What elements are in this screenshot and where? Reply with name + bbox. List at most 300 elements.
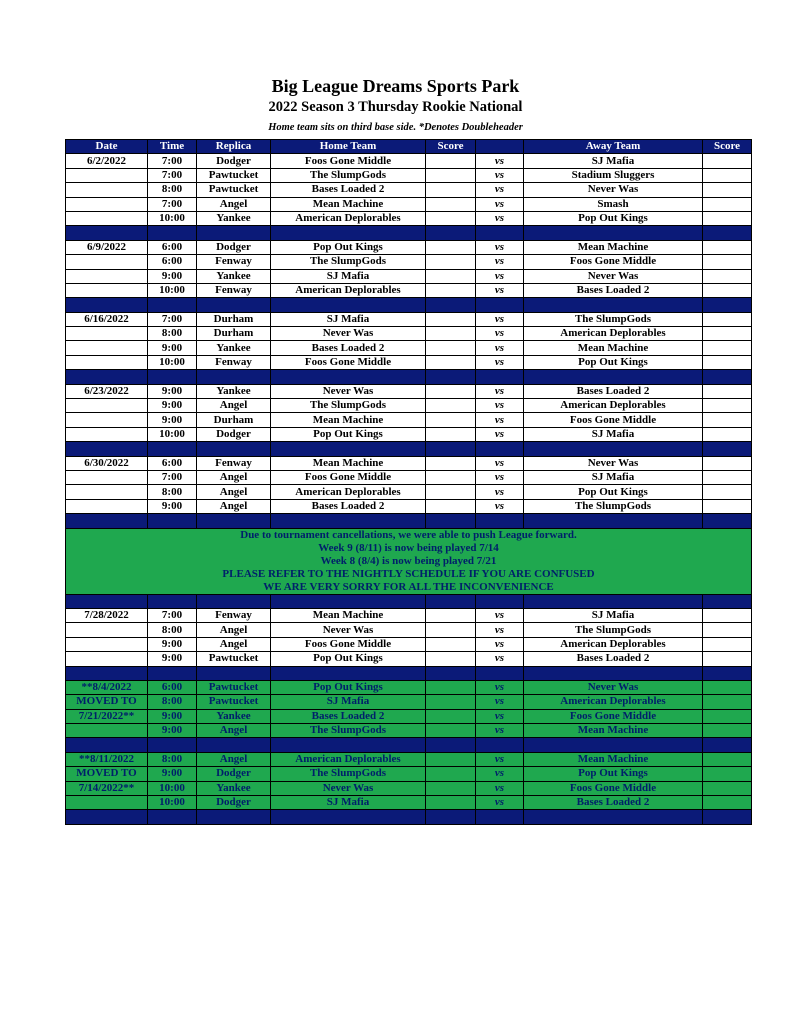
home-team: American Deplorables xyxy=(271,211,426,225)
separator-cell xyxy=(703,738,752,752)
home-score xyxy=(426,781,476,795)
home-score xyxy=(426,709,476,723)
away-score xyxy=(703,341,752,355)
separator-cell xyxy=(426,298,476,312)
game-row xyxy=(66,680,752,694)
game-row xyxy=(66,781,752,795)
game-date xyxy=(66,637,148,651)
home-team: The SlumpGods xyxy=(271,255,426,269)
vs-label: vs xyxy=(476,240,524,254)
home-score xyxy=(426,752,476,766)
separator-cell xyxy=(524,810,703,824)
vs-label: vs xyxy=(476,767,524,781)
separator-cell xyxy=(197,810,271,824)
game-field: Fenway xyxy=(197,355,271,369)
away-team: Mean Machine xyxy=(524,724,703,738)
game-date: MOVED TO xyxy=(66,695,148,709)
home-team: The SlumpGods xyxy=(271,724,426,738)
game-field: Durham xyxy=(197,312,271,326)
game-date: **8/11/2022 xyxy=(66,752,148,766)
separator-cell xyxy=(197,738,271,752)
away-team: Smash xyxy=(524,197,703,211)
week-separator xyxy=(66,298,752,312)
separator-cell xyxy=(197,442,271,456)
separator-cell xyxy=(271,226,426,240)
game-date xyxy=(66,197,148,211)
separator-cell xyxy=(476,298,524,312)
away-score xyxy=(703,255,752,269)
away-score xyxy=(703,197,752,211)
home-team: Mean Machine xyxy=(271,608,426,622)
away-score xyxy=(703,637,752,651)
game-date: 7/14/2022** xyxy=(66,781,148,795)
away-team: Pop Out Kings xyxy=(524,355,703,369)
separator-cell xyxy=(271,298,426,312)
game-date: 6/30/2022 xyxy=(66,456,148,470)
away-team: The SlumpGods xyxy=(524,312,703,326)
game-row xyxy=(66,608,752,622)
away-score xyxy=(703,456,752,470)
away-score xyxy=(703,283,752,297)
separator-cell xyxy=(426,226,476,240)
game-date: 6/9/2022 xyxy=(66,240,148,254)
vs-label: vs xyxy=(476,327,524,341)
separator-cell xyxy=(524,594,703,608)
home-score xyxy=(426,680,476,694)
col-vs xyxy=(476,140,524,154)
game-time: 10:00 xyxy=(148,781,197,795)
home-team: The SlumpGods xyxy=(271,399,426,413)
home-team: Bases Loaded 2 xyxy=(271,709,426,723)
separator-cell xyxy=(271,738,426,752)
game-field: Dodger xyxy=(197,427,271,441)
game-row xyxy=(66,427,752,441)
game-date xyxy=(66,399,148,413)
home-team: American Deplorables xyxy=(271,752,426,766)
away-score xyxy=(703,608,752,622)
header-row xyxy=(66,140,752,154)
game-field: Dodger xyxy=(197,796,271,810)
game-date: 6/23/2022 xyxy=(66,384,148,398)
game-date xyxy=(66,470,148,484)
game-time: 6:00 xyxy=(148,255,197,269)
separator-cell xyxy=(271,370,426,384)
away-team: Bases Loaded 2 xyxy=(524,283,703,297)
week-separator xyxy=(66,666,752,680)
away-score xyxy=(703,752,752,766)
separator-cell xyxy=(426,594,476,608)
game-field: Yankee xyxy=(197,341,271,355)
home-team: American Deplorables xyxy=(271,283,426,297)
separator-cell xyxy=(524,738,703,752)
away-team: Pop Out Kings xyxy=(524,767,703,781)
away-score xyxy=(703,399,752,413)
separator-cell xyxy=(703,666,752,680)
game-row xyxy=(66,327,752,341)
away-team: Never Was xyxy=(524,183,703,197)
game-field: Fenway xyxy=(197,255,271,269)
away-score xyxy=(703,168,752,182)
home-score xyxy=(426,413,476,427)
home-team: Never Was xyxy=(271,781,426,795)
separator-cell xyxy=(66,594,148,608)
vs-label: vs xyxy=(476,709,524,723)
away-score xyxy=(703,355,752,369)
away-team: SJ Mafia xyxy=(524,470,703,484)
separator-cell xyxy=(148,594,197,608)
notice-cell xyxy=(66,528,752,594)
separator-cell xyxy=(703,810,752,824)
separator-cell xyxy=(66,666,148,680)
away-team: The SlumpGods xyxy=(524,499,703,513)
game-row xyxy=(66,240,752,254)
vs-label: vs xyxy=(476,623,524,637)
home-score xyxy=(426,211,476,225)
separator-cell xyxy=(271,810,426,824)
away-score xyxy=(703,796,752,810)
game-field: Angel xyxy=(197,623,271,637)
game-field: Angel xyxy=(197,499,271,513)
away-score xyxy=(703,767,752,781)
away-team: Bases Loaded 2 xyxy=(524,384,703,398)
home-team: Foos Gone Middle xyxy=(271,637,426,651)
vs-label: vs xyxy=(476,470,524,484)
away-score xyxy=(703,485,752,499)
separator-cell xyxy=(476,738,524,752)
col-replica: Replica xyxy=(197,140,271,154)
separator-cell xyxy=(271,514,426,528)
game-row xyxy=(66,341,752,355)
separator-cell xyxy=(148,298,197,312)
separator-cell xyxy=(66,226,148,240)
vs-label: vs xyxy=(476,796,524,810)
schedule-table xyxy=(65,139,752,825)
away-score xyxy=(703,652,752,666)
game-row xyxy=(66,154,752,168)
home-score xyxy=(426,456,476,470)
vs-label: vs xyxy=(476,283,524,297)
game-time: 8:00 xyxy=(148,695,197,709)
game-field: Yankee xyxy=(197,384,271,398)
separator-cell xyxy=(426,738,476,752)
game-field: Angel xyxy=(197,485,271,499)
vs-label: vs xyxy=(476,680,524,694)
game-time: 7:00 xyxy=(148,470,197,484)
game-field: Yankee xyxy=(197,211,271,225)
game-field: Pawtucket xyxy=(197,183,271,197)
separator-cell xyxy=(197,226,271,240)
separator-cell xyxy=(148,810,197,824)
game-date xyxy=(66,413,148,427)
away-team: Stadium Sluggers xyxy=(524,168,703,182)
separator-cell xyxy=(476,370,524,384)
game-time: 9:00 xyxy=(148,499,197,513)
home-score xyxy=(426,485,476,499)
home-team: Pop Out Kings xyxy=(271,427,426,441)
away-team: SJ Mafia xyxy=(524,427,703,441)
separator-cell xyxy=(476,514,524,528)
col-date: Date xyxy=(66,140,148,154)
game-date xyxy=(66,796,148,810)
home-team: SJ Mafia xyxy=(271,312,426,326)
home-team: Never Was xyxy=(271,384,426,398)
game-date xyxy=(66,341,148,355)
home-team: Foos Gone Middle xyxy=(271,355,426,369)
game-field: Dodger xyxy=(197,767,271,781)
game-time: 9:00 xyxy=(148,384,197,398)
home-team: Bases Loaded 2 xyxy=(271,341,426,355)
home-score xyxy=(426,427,476,441)
separator-cell xyxy=(426,514,476,528)
away-score xyxy=(703,240,752,254)
home-team: Never Was xyxy=(271,327,426,341)
notice-line: PLEASE REFER TO THE NIGHTLY SCHEDULE IF YOU ARE CONFUSED xyxy=(222,567,595,580)
game-row xyxy=(66,312,752,326)
separator-cell xyxy=(476,226,524,240)
game-row xyxy=(66,652,752,666)
vs-label: vs xyxy=(476,485,524,499)
notice-line: Due to tournament cancellations, we were able to push League forward. xyxy=(240,528,577,541)
separator-cell xyxy=(476,594,524,608)
separator-cell xyxy=(66,298,148,312)
home-team: Pop Out Kings xyxy=(271,652,426,666)
page-subtitle: 2022 Season 3 Thursday Rookie National xyxy=(268,99,523,115)
week-separator xyxy=(66,514,752,528)
game-time: 9:00 xyxy=(148,637,197,651)
away-team: Never Was xyxy=(524,680,703,694)
vs-label: vs xyxy=(476,499,524,513)
game-field: Angel xyxy=(197,752,271,766)
game-date xyxy=(66,168,148,182)
separator-cell xyxy=(148,226,197,240)
home-score xyxy=(426,240,476,254)
away-score xyxy=(703,384,752,398)
separator-cell xyxy=(426,666,476,680)
home-score xyxy=(426,355,476,369)
away-team: Pop Out Kings xyxy=(524,211,703,225)
home-team: Bases Loaded 2 xyxy=(271,183,426,197)
vs-label: vs xyxy=(476,637,524,651)
separator-cell xyxy=(66,370,148,384)
home-team: Foos Gone Middle xyxy=(271,154,426,168)
away-team: Never Was xyxy=(524,269,703,283)
notice-line: WE ARE VERY SORRY FOR ALL THE INCONVENIENCE xyxy=(263,580,554,593)
game-time: 7:00 xyxy=(148,608,197,622)
game-date: 6/16/2022 xyxy=(66,312,148,326)
game-date: MOVED TO xyxy=(66,767,148,781)
away-team: American Deplorables xyxy=(524,695,703,709)
game-time: 9:00 xyxy=(148,269,197,283)
notice-row xyxy=(66,528,752,594)
separator-cell xyxy=(524,442,703,456)
game-row xyxy=(66,752,752,766)
home-score xyxy=(426,197,476,211)
separator-cell xyxy=(476,442,524,456)
game-time: 8:00 xyxy=(148,623,197,637)
away-team: Mean Machine xyxy=(524,341,703,355)
week-separator xyxy=(66,442,752,456)
home-score xyxy=(426,470,476,484)
home-score xyxy=(426,341,476,355)
away-score xyxy=(703,695,752,709)
separator-cell xyxy=(197,298,271,312)
week-separator xyxy=(66,594,752,608)
schedule-note: Home team sits on third base side. *Denotes Doubleheader xyxy=(268,122,523,133)
game-field: Angel xyxy=(197,470,271,484)
game-row xyxy=(66,384,752,398)
away-score xyxy=(703,327,752,341)
away-score xyxy=(703,709,752,723)
game-time: 6:00 xyxy=(148,240,197,254)
away-score xyxy=(703,623,752,637)
vs-label: vs xyxy=(476,752,524,766)
home-team: Mean Machine xyxy=(271,456,426,470)
away-team: Mean Machine xyxy=(524,752,703,766)
home-score xyxy=(426,695,476,709)
separator-cell xyxy=(426,442,476,456)
home-score xyxy=(426,796,476,810)
game-time: 9:00 xyxy=(148,341,197,355)
home-score xyxy=(426,637,476,651)
separator-cell xyxy=(524,298,703,312)
home-score xyxy=(426,724,476,738)
game-date xyxy=(66,327,148,341)
game-row xyxy=(66,211,752,225)
game-time: 7:00 xyxy=(148,197,197,211)
vs-label: vs xyxy=(476,608,524,622)
separator-cell xyxy=(703,514,752,528)
away-score xyxy=(703,413,752,427)
home-score xyxy=(426,652,476,666)
separator-cell xyxy=(66,442,148,456)
away-team: The SlumpGods xyxy=(524,623,703,637)
separator-cell xyxy=(148,370,197,384)
home-score xyxy=(426,269,476,283)
game-date xyxy=(66,355,148,369)
separator-cell xyxy=(703,298,752,312)
game-field: Yankee xyxy=(197,781,271,795)
game-time: 6:00 xyxy=(148,680,197,694)
game-date: 6/2/2022 xyxy=(66,154,148,168)
away-score xyxy=(703,499,752,513)
game-time: 10:00 xyxy=(148,796,197,810)
away-team: Foos Gone Middle xyxy=(524,255,703,269)
home-score xyxy=(426,154,476,168)
game-date xyxy=(66,283,148,297)
home-team: Never Was xyxy=(271,623,426,637)
separator-cell xyxy=(524,666,703,680)
away-team: American Deplorables xyxy=(524,327,703,341)
game-time: 8:00 xyxy=(148,752,197,766)
away-team: SJ Mafia xyxy=(524,608,703,622)
notice-line: Week 9 (8/11) is now being played 7/14 xyxy=(318,541,499,554)
home-team: Mean Machine xyxy=(271,413,426,427)
game-row xyxy=(66,399,752,413)
separator-cell xyxy=(524,226,703,240)
away-score xyxy=(703,680,752,694)
game-time: 9:00 xyxy=(148,413,197,427)
game-field: Pawtucket xyxy=(197,652,271,666)
game-row xyxy=(66,197,752,211)
home-team: SJ Mafia xyxy=(271,695,426,709)
game-field: Dodger xyxy=(197,240,271,254)
vs-label: vs xyxy=(476,168,524,182)
game-row xyxy=(66,269,752,283)
game-field: Angel xyxy=(197,724,271,738)
game-row xyxy=(66,168,752,182)
vs-label: vs xyxy=(476,399,524,413)
home-team: Pop Out Kings xyxy=(271,240,426,254)
vs-label: vs xyxy=(476,255,524,269)
game-time: 7:00 xyxy=(148,312,197,326)
game-field: Fenway xyxy=(197,283,271,297)
game-field: Yankee xyxy=(197,709,271,723)
page-title: Big League Dreams Sports Park xyxy=(271,76,520,96)
week-separator xyxy=(66,738,752,752)
game-row xyxy=(66,724,752,738)
game-date xyxy=(66,269,148,283)
vs-label: vs xyxy=(476,652,524,666)
home-score xyxy=(426,399,476,413)
separator-cell xyxy=(148,738,197,752)
home-score xyxy=(426,384,476,398)
separator-cell xyxy=(524,514,703,528)
game-time: 9:00 xyxy=(148,709,197,723)
game-row xyxy=(66,499,752,513)
separator-cell xyxy=(148,666,197,680)
home-team: American Deplorables xyxy=(271,485,426,499)
game-field: Dodger xyxy=(197,154,271,168)
game-field: Yankee xyxy=(197,269,271,283)
away-score xyxy=(703,269,752,283)
game-date xyxy=(66,485,148,499)
game-row xyxy=(66,355,752,369)
away-team: Pop Out Kings xyxy=(524,485,703,499)
separator-cell xyxy=(66,514,148,528)
game-time: 6:00 xyxy=(148,456,197,470)
game-time: 9:00 xyxy=(148,652,197,666)
home-score xyxy=(426,255,476,269)
vs-label: vs xyxy=(476,154,524,168)
game-date xyxy=(66,499,148,513)
away-team: Foos Gone Middle xyxy=(524,413,703,427)
game-field: Fenway xyxy=(197,608,271,622)
home-score xyxy=(426,168,476,182)
vs-label: vs xyxy=(476,781,524,795)
away-team: American Deplorables xyxy=(524,399,703,413)
home-score xyxy=(426,623,476,637)
separator-cell xyxy=(426,810,476,824)
game-row xyxy=(66,796,752,810)
game-row xyxy=(66,255,752,269)
vs-label: vs xyxy=(476,211,524,225)
home-team: The SlumpGods xyxy=(271,767,426,781)
game-field: Angel xyxy=(197,399,271,413)
game-date xyxy=(66,652,148,666)
vs-label: vs xyxy=(476,355,524,369)
home-team: Mean Machine xyxy=(271,197,426,211)
home-team: Foos Gone Middle xyxy=(271,470,426,484)
game-date xyxy=(66,427,148,441)
vs-label: vs xyxy=(476,413,524,427)
separator-cell xyxy=(524,370,703,384)
col-time: Time xyxy=(148,140,197,154)
home-team: The SlumpGods xyxy=(271,168,426,182)
separator-cell xyxy=(197,594,271,608)
away-team: Foos Gone Middle xyxy=(524,781,703,795)
game-time: 10:00 xyxy=(148,211,197,225)
home-score xyxy=(426,312,476,326)
